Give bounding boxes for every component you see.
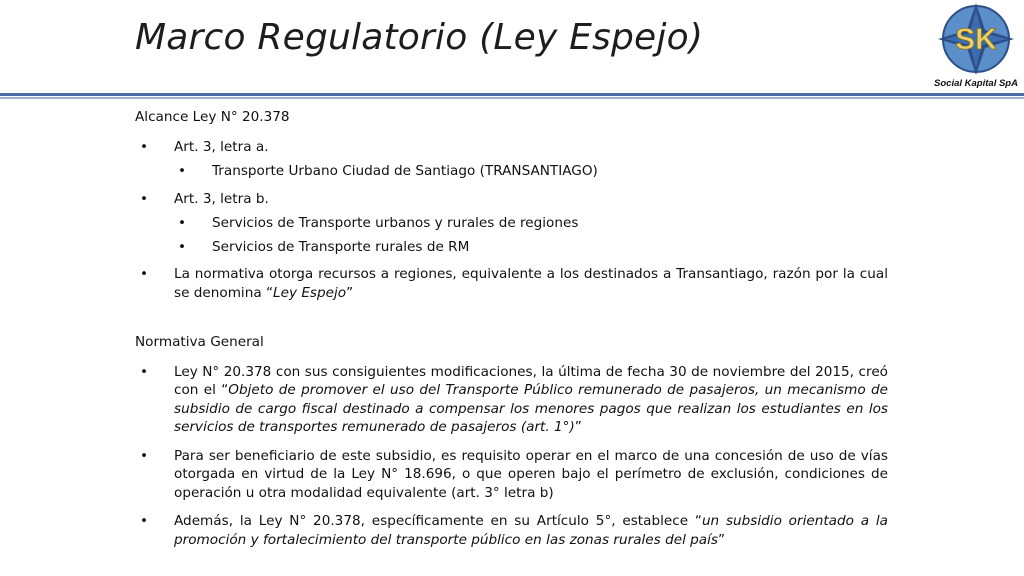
bullet-icon: •	[178, 238, 187, 255]
bullet-icon: •	[140, 138, 149, 155]
title-divider-light	[0, 97, 1024, 99]
title-divider	[0, 93, 1024, 96]
sub-item-rurales-rm: • Servicios de Transporte rurales de RM	[178, 238, 470, 255]
sub-item-transantiago: • Transporte Urbano Ciudad de Santiago (TRANSANTIAGO)	[178, 163, 598, 179]
list-item-beneficiario: • Para ser beneficiario de este subsidio, es requisito operar en el marco de una concesión de uso de vías otorgada en virtud de la Ley N° 18.696, o que operen bajo el perímetro de exclusión, condiciones de operación u otra modalidad equivalente (art. 3° letra b)	[140, 447, 888, 501]
list-item-art3a: • Art. 3, letra a.	[140, 138, 269, 155]
bullet-icon: •	[140, 513, 149, 529]
company-logo	[930, 2, 1022, 94]
section-heading-alcance: Alcance Ley N° 20.378	[135, 109, 290, 125]
sk-star-logo-icon	[936, 2, 1016, 78]
slide-title: Marco Regulatorio (Ley Espejo)	[135, 17, 704, 58]
logo-initials: SK	[955, 23, 997, 56]
bullet-icon: •	[140, 363, 149, 380]
bullet-icon: •	[178, 163, 187, 179]
slide-body	[135, 108, 888, 555]
section-heading-normativa-general: Normativa General	[135, 334, 264, 350]
list-item-normativa: • La normativa otorga recursos a regiones, equivalente a los destinados a Transantiago, razón por la cual se denomina “Ley Espejo”	[140, 266, 888, 301]
list-item-ley-20378: • Ley N° 20.378 con sus consiguientes modificaciones, la última de fecha 30 de noviembre del 2015, creó con el “Objeto de promover el uso del Transporte Público remunerado de pasajeros, un mecanismo de subsidio de cargo fiscal destinado a compensar los menores pagos que realizan los estudiantes en los servicios de transportes remunerado de pasajeros (art. 1°)”	[140, 363, 888, 435]
logo-caption: Social Kapital SpA	[934, 78, 1018, 89]
list-item-art3b: • Art. 3, letra b.	[140, 190, 269, 207]
sub-item-regiones: • Servicios de Transporte urbanos y rurales de regiones	[178, 215, 579, 231]
bullet-icon: •	[140, 266, 149, 282]
bullet-icon: •	[140, 447, 149, 464]
list-item-articulo-5: • Además, la Ley N° 20.378, específicamente en su Artículo 5°, establece “un subsidio orientado a la promoción y fortalecimiento del transporte público en las zonas rurales del país”	[140, 513, 888, 548]
bullet-icon: •	[140, 190, 149, 207]
bullet-icon: •	[178, 215, 187, 231]
